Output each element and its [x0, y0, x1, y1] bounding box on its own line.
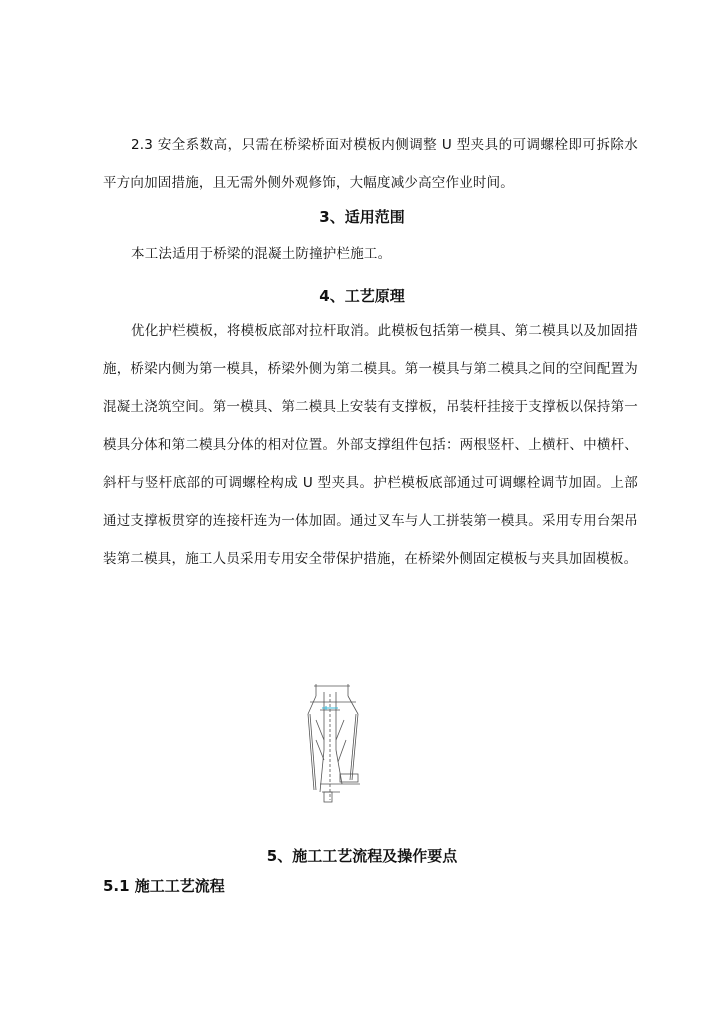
paragraph-safety-factor: 2.3 安全系数高，只需在桥梁桥面对模板内侧调整 U 型夹具的可调螺栓即可拆除水平方向加固措施，且无需外侧外观修饰，大幅度减少高空作业时间。 [103, 137, 638, 191]
paragraph-scope: 本工法适用于桥梁的混凝土防撞护栏施工。 [131, 246, 392, 262]
left-brace-upper [308, 696, 316, 714]
paragraph-principle: 优化护栏模板，将模板底部对拉杆取消。此模板包括第一模具、第二模具以及加固措施，桥梁内侧为第一模具，桥梁外侧为第二模具。第一模具与第二模具之间的空间配置为混凝土浇筑空间。第一模具、第二模具上安装有支撑板，吊装杆挂接于支撑板以保持第一模具分体和第二模具分体的相对位置。外部支撑组件包括：两根竖杆、上横杆、中横杆、斜杆与竖杆底部的可调螺栓构成 U 型夹具。护栏模板底部通过可调螺栓调节加固。上部通过支撑板贯穿的连接杆连为一体加固。通过叉车与人工拼装第一模具。采用专用台架吊装第二模具，施工人员采用专用安全带保护措施，在桥梁外侧固定模板与夹具加固模板。 [103, 323, 638, 567]
heading-process: 5、施工工艺流程及操作要点 [266, 847, 458, 865]
heading-scope: 3、适用范围 [319, 208, 405, 226]
formwork-section-drawing [300, 680, 360, 816]
heading-flow: 5.1 施工工艺流程 [103, 877, 225, 895]
heading-principle: 4、工艺原理 [319, 287, 405, 305]
right-brace-upper [348, 696, 358, 714]
